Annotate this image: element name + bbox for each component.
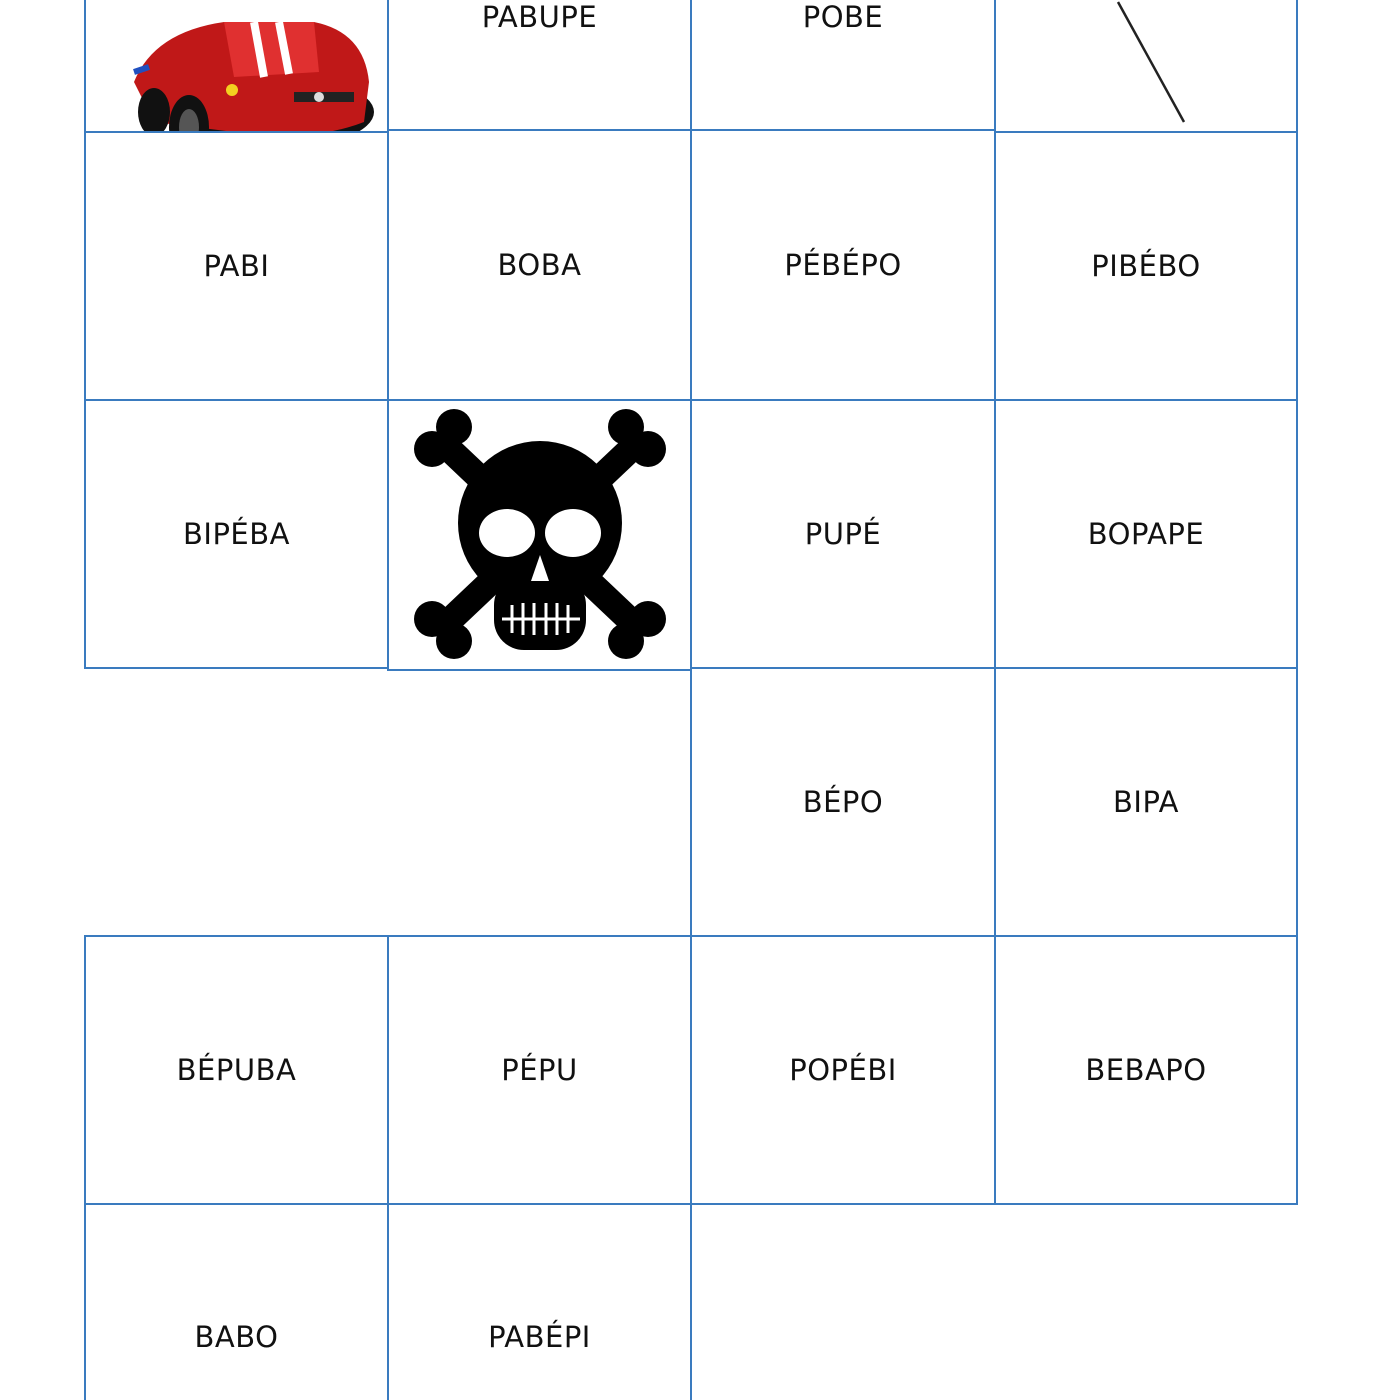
word-card (994, 131, 1298, 401)
word-card (690, 0, 996, 131)
word-card (84, 1203, 389, 1400)
word-card (690, 667, 996, 937)
word-card (84, 131, 389, 401)
card-car-image (84, 0, 389, 133)
stick-line-icon (996, 0, 1296, 133)
word-card-label: POPÉBI (789, 1053, 897, 1087)
word-card (994, 399, 1298, 669)
word-card (690, 935, 996, 1205)
word-card (690, 129, 996, 401)
word-card-label: PABÉPI (488, 1320, 591, 1354)
word-card-label: PABI (203, 249, 270, 283)
word-card (387, 935, 692, 1205)
word-card (387, 129, 692, 401)
word-card-label: POBE (802, 0, 884, 34)
word-card (387, 1203, 692, 1400)
word-card-label: PUPÉ (804, 517, 882, 551)
word-card (84, 399, 389, 669)
word-card-label: PIBÉBO (1091, 249, 1201, 283)
word-card-label: BOBA (497, 248, 582, 282)
word-card (387, 0, 692, 131)
word-card-label: BIPA (1113, 785, 1179, 819)
word-card (994, 935, 1298, 1205)
word-card (84, 935, 389, 1205)
skull-crossbones-icon (410, 405, 670, 665)
word-card-label: PÉPU (501, 1053, 578, 1087)
word-card-label: BOPAPE (1087, 517, 1205, 551)
word-card-label: BIPÉBA (183, 517, 290, 551)
word-card-label: PABUPE (481, 0, 598, 34)
word-card-label: PÉBÉPO (784, 248, 902, 282)
word-card-label: BÉPO (802, 785, 884, 819)
word-card-label: BEBAPO (1085, 1053, 1207, 1087)
word-card-label: BABO (194, 1320, 279, 1354)
card-stick-image (994, 0, 1298, 133)
race-car-icon (114, 0, 374, 133)
word-card (690, 399, 996, 669)
word-card (994, 667, 1298, 937)
word-card-label: BÉPUBA (176, 1053, 297, 1087)
card-skull-image (387, 399, 692, 671)
